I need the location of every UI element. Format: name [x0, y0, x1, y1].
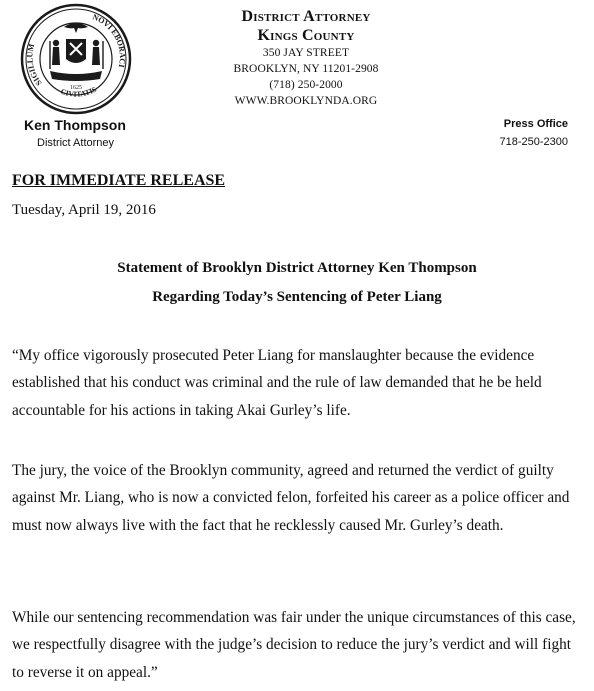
- press-office-phone: 718-250-2300: [499, 136, 568, 148]
- seal-text-left: SIGILLUM: [25, 42, 44, 88]
- office-county: Kings County: [257, 27, 355, 44]
- city-seal-icon: [20, 3, 132, 115]
- release-label: FOR IMMEDIATE RELEASE: [12, 172, 226, 189]
- seal-text-right: NOVI EBORACI: [91, 12, 127, 69]
- da-name: Ken Thompson: [24, 117, 126, 133]
- press-office-label: Press Office: [503, 118, 568, 130]
- seal-text-bottom: CIVITATIS: [59, 84, 98, 99]
- address-street: 350 JAY STREET: [262, 47, 350, 59]
- release-date: Tuesday, April 19, 2016: [12, 202, 156, 218]
- headline-line-2: Regarding Today’s Sentencing of Peter Liang: [152, 289, 442, 305]
- headline-line-1: Statement of Brooklyn District Attorney Ken Thompson: [117, 260, 477, 276]
- office-phone: (718) 250-2000: [269, 79, 343, 91]
- address-city: BROOKLYN, NY 11201-2908: [233, 63, 379, 75]
- body-paragraph-1: “My office vigorously prosecuted Peter Liang for manslaughter because the evidence established that his conduct was criminal and the rule of law demanded that he be held accountable for his actions in taking Akai Gurley’s life.: [12, 347, 542, 419]
- body-paragraph-2: The jury, the voice of the Brooklyn community, agreed and returned the verdict of guilty against Mr. Liang, who is now a convicted felon, forfeited his career as a police officer and must now always live with the fact that he recklessly caused Mr. Gurley’s death.: [12, 462, 570, 534]
- da-title: District Attorney: [37, 137, 115, 149]
- office-title: District Attorney: [241, 8, 371, 25]
- body-paragraph-3: While our sentencing recommendation was fair under the unique circumstances of this case, we respectfully disagree with the judge’s decision to reduce the jury’s verdict and will fight to reverse it on appeal.”: [12, 609, 576, 681]
- seal-year: 1625: [70, 85, 82, 91]
- office-address-block: [190, 7, 422, 109]
- office-website: WWW.BROOKLYNDA.ORG: [234, 95, 378, 107]
